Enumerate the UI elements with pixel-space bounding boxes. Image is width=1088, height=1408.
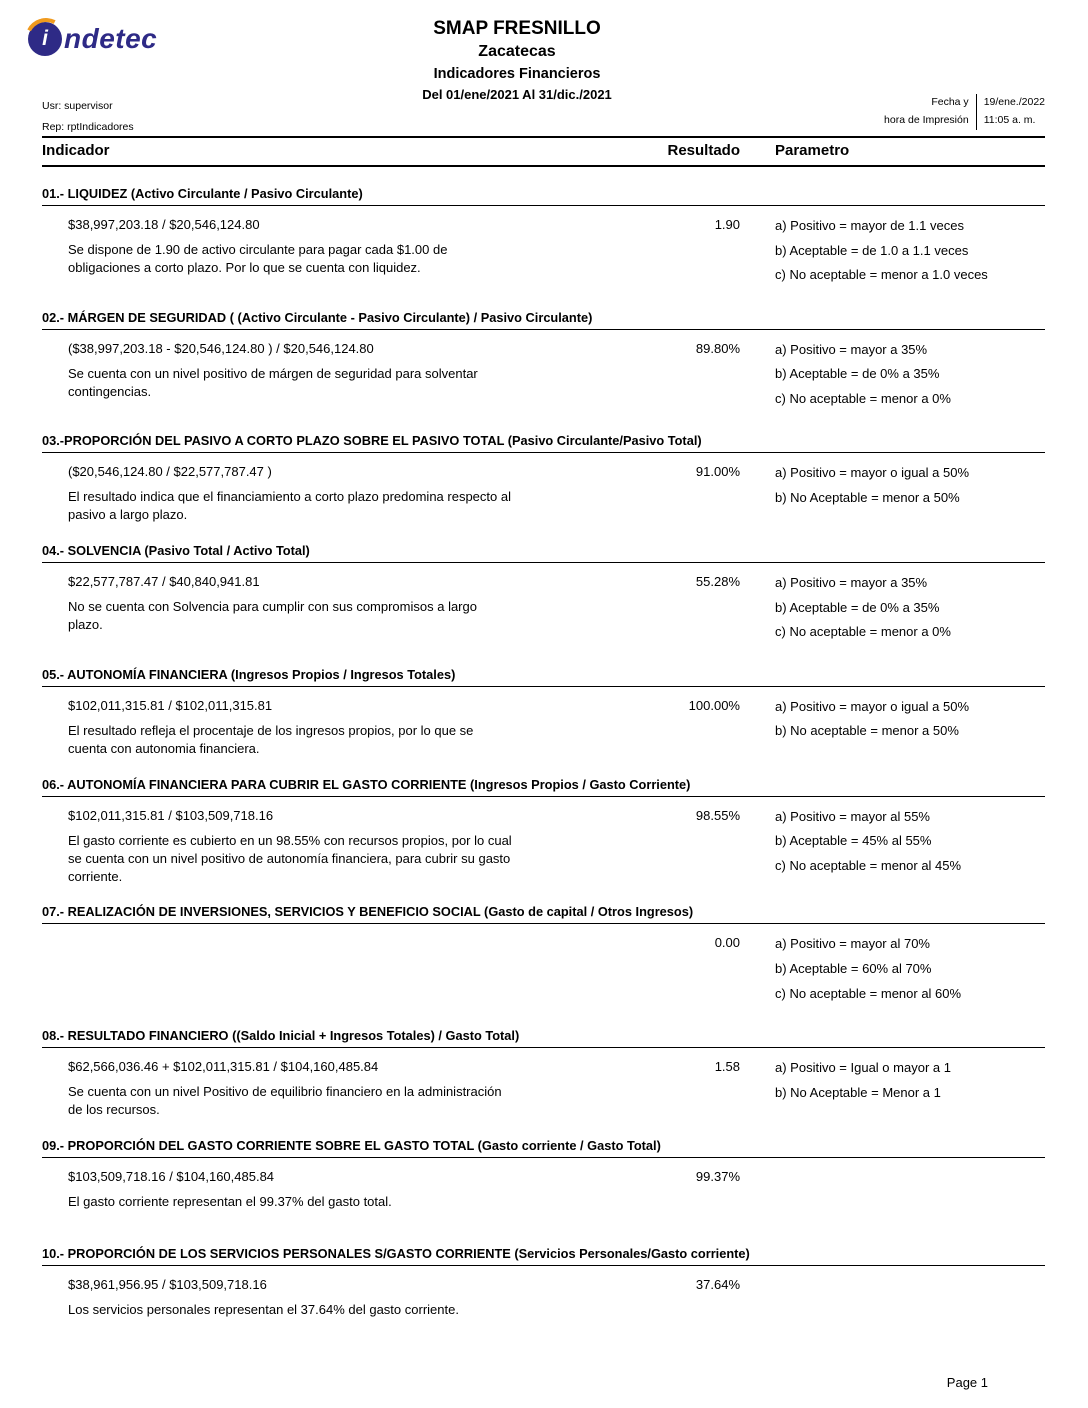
formula-text: ($20,546,124.80 / $22,577,787.47 ) [68,464,272,480]
parametro-list [740,1277,1045,1335]
section-divider [42,796,1045,797]
indicator-section [42,663,1045,758]
resultado-value: 55.28% [695,574,740,590]
parametro-item: a) Positivo = mayor a 35% [775,341,928,357]
parametro-item: b) Aceptable = 60% al 70% [775,961,932,977]
indetec-logo-icon [28,22,62,56]
indicator-section [42,306,1045,415]
indicator-section [42,429,1045,524]
resultado-value: 100.00% [688,697,740,713]
section-left [68,698,602,758]
resultado-value: 1.90 [714,217,740,232]
section-body [42,935,1045,1009]
parametro-list [740,935,1045,1009]
section-left [68,808,602,886]
indicator-section [42,900,1045,1009]
section-divider [42,923,1045,924]
indicator-section [42,539,1045,648]
parametro-item: c) No aceptable = menor al 45% [775,857,962,873]
parametro-item: b) No Aceptable = menor a 50% [775,489,960,505]
section-divider [42,1047,1045,1048]
descripcion-text: El resultado indica que el financiamiento a corto plazo predomina respecto al pasivo a largo plazo. [68,489,511,523]
section-body [42,217,1045,291]
parametro-item: c) No aceptable = menor a 0% [775,624,951,640]
report-period: Del 01/ene/2021 Al 31/dic./2021 [422,87,612,102]
resultado-value: 37.64% [695,1277,740,1292]
section-title: 02.- MÁRGEN DE SEGURIDAD ( (Activo Circulante - Pasivo Circulante) / Pasivo Circulante) [42,309,593,325]
parametro-item: b) No aceptable = menor a 50% [775,723,959,739]
parametro-item: a) Positivo = mayor a 35% [775,575,928,591]
section-divider [42,1157,1045,1158]
indicator-section [42,1024,1045,1119]
section-left [68,935,602,1009]
col-indicador: Indicador [42,142,110,159]
parametro-item: c) No aceptable = menor a 1.0 veces [775,267,988,283]
entity-title: SMAP FRESNILLO [433,18,601,39]
descripcion-text: El resultado refleja el procentaje de los ingresos propios, por lo que se cuenta con autonomia financiera. [68,722,474,756]
report-label: Rep: rptIndicadores [42,121,134,133]
report-name: Indicadores Financieros [433,66,601,82]
parametro-item: b) Aceptable = de 0% a 35% [775,599,940,615]
section-title: 08.- RESULTADO FINANCIERO ((Saldo Inicial + Ingresos Totales) / Gasto Total) [42,1028,520,1044]
report-header [42,12,1045,132]
descripcion-text: El gasto corriente es cubierto en un 98.55% con recursos propios, por lo cual se cuenta con un nivel positivo de autonomía financiera, para cubrir su gasto corriente. [68,832,512,884]
fecha-label: Fecha y [931,96,969,108]
parametro-item: a) Positivo = mayor al 70% [775,936,930,952]
section-body [42,1169,1045,1227]
indicator-section [42,1134,1045,1227]
indetec-logo [28,22,157,56]
parametro-list [740,464,1045,524]
parametro-item: c) No aceptable = menor al 60% [775,985,962,1001]
formula-text: $38,997,203.18 / $20,546,124.80 [68,217,260,232]
parametro-item: a) Positivo = mayor al 55% [775,808,930,824]
section-left [68,217,602,291]
vertical-divider [976,94,977,130]
hora-label: hora de Impresión [884,113,969,126]
section-left [68,1277,602,1335]
print-date-block [884,94,1045,130]
formula-text: ($38,997,203.18 - $20,546,124.80 ) / $20,546,124.80 [68,340,374,356]
descripcion-text: El gasto corriente representan el 99.37% del gasto total. [68,1194,392,1209]
section-title: 05.- AUTONOMÍA FINANCIERA (Ingresos Propios / Ingresos Totales) [42,666,456,682]
indicator-section [42,182,1045,291]
parametro-item: c) No aceptable = menor a 0% [775,390,951,406]
section-divider [42,1265,1045,1266]
section-title: 03.-PROPORCIÓN DEL PASIVO A CORTO PLAZO SOBRE EL PASIVO TOTAL (Pasivo Circulante/Pasivo Total) [42,433,702,449]
descripcion-text: Se dispone de 1.90 de activo circulante para pagar cada $1.00 de obligaciones a corto plazo. Por lo que se cuenta con liquidez. [68,242,448,275]
section-left [68,574,602,648]
parametro-item: b) Aceptable = de 1.0 a 1.1 veces [775,242,969,258]
section-title: 07.- REALIZACIÓN DE INVERSIONES, SERVICIOS Y BENEFICIO SOCIAL (Gasto de capital / Otros Ingresos) [42,904,694,920]
parametro-list [740,808,1045,886]
resultado-value: 0.00 [714,935,740,951]
parametro-list [740,341,1045,415]
parametro-item: a) Positivo = mayor de 1.1 veces [775,218,964,233]
parametro-list [740,217,1045,291]
descripcion-text: Se cuenta con un nivel positivo de márgen de seguridad para solventar contingencias. [68,365,478,399]
section-title: 01.- LIQUIDEZ (Activo Circulante / Pasivo Circulante) [42,186,363,201]
section-left [68,1169,602,1227]
parametro-item: a) Positivo = mayor o igual a 50% [775,465,970,481]
section-body [42,464,1045,524]
parametro-item: b) No Aceptable = Menor a 1 [775,1084,941,1100]
section-title: 06.- AUTONOMÍA FINANCIERA PARA CUBRIR EL GASTO CORRIENTE (Ingresos Propios / Gasto Corriente) [42,776,691,792]
section-divider [42,205,1045,206]
resultado-value: 91.00% [695,464,740,480]
print-date-labels [884,94,969,130]
fecha-value: 19/ene./2022 [983,96,1045,108]
section-divider [42,686,1045,687]
parametro-item: b) Aceptable = 45% al 55% [775,833,932,849]
parametro-list [740,698,1045,758]
section-left [68,341,602,415]
print-date-values [984,94,1045,130]
descripcion-text: No se cuenta con Solvencia para cumplir con sus compromisos a largo plazo. [68,599,477,633]
user-label: Usr: supervisor [42,100,113,112]
resultado-value: 1.58 [714,1059,740,1075]
section-body [42,1277,1045,1335]
logo-text: ndetec [64,23,158,54]
parametro-list [740,574,1045,648]
hora-value: 11:05 a. m. [983,113,1036,126]
section-divider [42,452,1045,453]
indicator-section [42,773,1045,886]
section-left [68,1059,602,1119]
section-title: 09.- PROPORCIÓN DEL GASTO CORRIENTE SOBRE EL GASTO TOTAL (Gasto corriente / Gasto Total) [42,1138,661,1153]
section-divider [42,562,1045,563]
section-title: 04.- SOLVENCIA (Pasivo Total / Activo Total) [42,543,310,559]
parametro-item: a) Positivo = Igual o mayor a 1 [775,1060,951,1076]
formula-text: $38,961,956.95 / $103,509,718.16 [68,1277,267,1292]
section-body [42,1059,1045,1119]
col-resultado: Resultado [667,142,740,159]
parametro-list [740,1059,1045,1119]
parametro-item: a) Positivo = mayor o igual a 50% [775,698,970,714]
section-body [42,341,1045,415]
sections-container [42,182,1045,1335]
section-body [42,574,1045,648]
section-title: 10.- PROPORCIÓN DE LOS SERVICIOS PERSONALES S/GASTO CORRIENTE (Servicios Personales/Gasto corriente) [42,1246,750,1261]
resultado-value: 99.37% [695,1169,740,1184]
descripcion-text: Los servicios personales representan el 37.64% del gasto corriente. [68,1302,459,1317]
formula-text: $103,509,718.16 / $104,160,485.84 [68,1169,275,1184]
table-header [42,136,1045,167]
descripcion-text: Se cuenta con un nivel Positivo de equilibrio financiero en la administración de los recursos. [68,1084,502,1118]
logo-letter-i: i [42,27,48,50]
formula-text: $102,011,315.81 / $102,011,315.81 [68,697,273,713]
resultado-value: 98.55% [695,807,740,823]
section-left [68,464,602,524]
entity-state: Zacatecas [478,43,556,60]
section-body [42,808,1045,886]
col-parametro: Parametro [775,142,850,159]
parametro-item: b) Aceptable = de 0% a 35% [775,366,940,382]
formula-text: $102,011,315.81 / $103,509,718.16 [68,807,274,823]
section-body [42,698,1045,758]
formula-text: $62,566,036.46 + $102,011,315.81 / $104,160,485.84 [68,1059,379,1075]
parametro-list [740,1169,1045,1227]
title-block [42,12,992,102]
formula-text: $22,577,787.47 / $40,840,941.81 [68,574,260,590]
page-number: Page 1 [946,1375,988,1390]
user-meta [42,96,134,138]
resultado-value: 89.80% [695,340,740,356]
section-divider [42,329,1045,330]
indicator-section [42,1242,1045,1335]
